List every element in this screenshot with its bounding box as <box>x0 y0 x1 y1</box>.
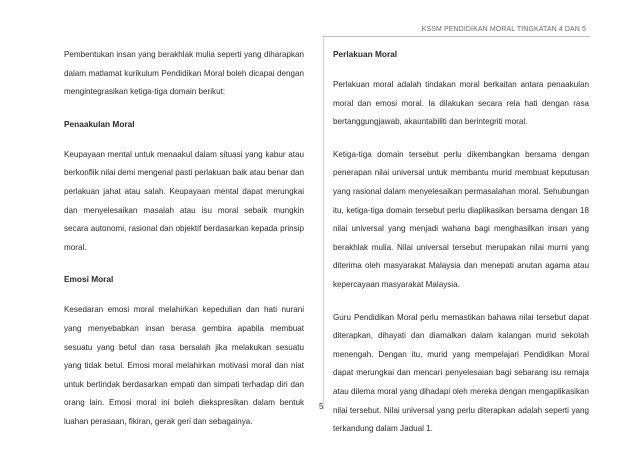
section-heading-perlakuan: Perlakuan Moral <box>333 49 398 59</box>
column-divider <box>323 38 324 410</box>
section-heading-emosi: Emosi Moral <box>64 274 114 285</box>
section-body-emosi: Kesedaran emosi moral melahirkan kepedulian dan hati nurani yang menyebabkan insan berasa gembira apabila membuat sesuatu yang betul dan rasa bersalah jika melakukan sesuatu yang tidak betul. Emosi moral melahirkan motivasi moral dan niat untuk bertindak berdasarkan empati dan simpati terhadap diri dan orang lain. Emosi moral ini boleh diekspresikan dalam bentuk luahan perasaan, fikiran, gerak geri dan sebagainya. <box>64 305 304 426</box>
page-header <box>0 0 638 34</box>
right-column <box>333 46 589 453</box>
intro-paragraph: Pembentukan insan yang berakhlak mulia seperti yang diharapkan dalam matlamat kurikulum Pendidikan Moral boleh dicapai dengan mengintegrasikan ketiga-tiga domain berikut: <box>64 50 304 97</box>
paragraph-guru: Guru Pendidikan Moral perlu memastikan bahawa nilai tersebut dapat diterapkan, dihayati dan diamalkan dalam kalangan murid sekolah menengah. Dengan itu, murid yang mempelajari Pendidikan Moral dapat merungkai dan mencari penyelesaian bagi sebarang isu remaja atau dilema moral yang dihadapi oleh mereka dengan mengaplikasikan nilai tersebut. Nilai universal yang perlu diterapkan adalah seperti yang terkandung dalam Jadual 1. <box>333 312 589 434</box>
paragraph-perlakuan: Perlakuan moral adalah tindakan moral berkaitan antara penaakulan moral dan emosi moral. Ia dilakukan secara rela hati dengan rasa bertanggungjawab, akauntabiliti dan berintegriti moral. <box>333 80 589 127</box>
section-body-penaakulan: Keupayaan mental untuk menaakul dalam situasi yang kabur atau berkonflik nilai demi mengenal pasti perlakuan baik atau benar dan perlakuan jahat atau salah. Keupayaan mental dapat merungkai dan menyelesaikan masalah atau isu moral sebaik mungkin secara autonomi, rasional dan objektif berdasarkan kepada prinsip moral. <box>64 149 304 252</box>
left-column <box>64 46 304 446</box>
paragraph-domain: Ketiga-tiga domain tersebut perlu dikembangkan bersama dengan penerapan nilai universal untuk membantu murid membuat keputusan yang rasional dalam menyelesaikan permasalahan moral. Sehubungan itu, ketiga-tiga domain tersebut perlu diaplikasikan bersama dengan 18 nilai universal yang menjadi wahana bagi menghasilkan insan yang berakhlak mulia. Nilai universal tersebut merupakan nilai murni yang diterima oleh masyarakat Malaysia dan menepati anutan agama atau kepercayaan masyarakat Malaysia. <box>333 149 589 289</box>
header-rule <box>322 36 590 37</box>
section-heading-penaakulan: Penaakulan Moral <box>64 118 135 129</box>
header-title: KSSM PENDIDIKAN MORAL TINGKATAN 4 DAN 5 <box>421 26 586 33</box>
page-number: 5 <box>319 402 324 411</box>
